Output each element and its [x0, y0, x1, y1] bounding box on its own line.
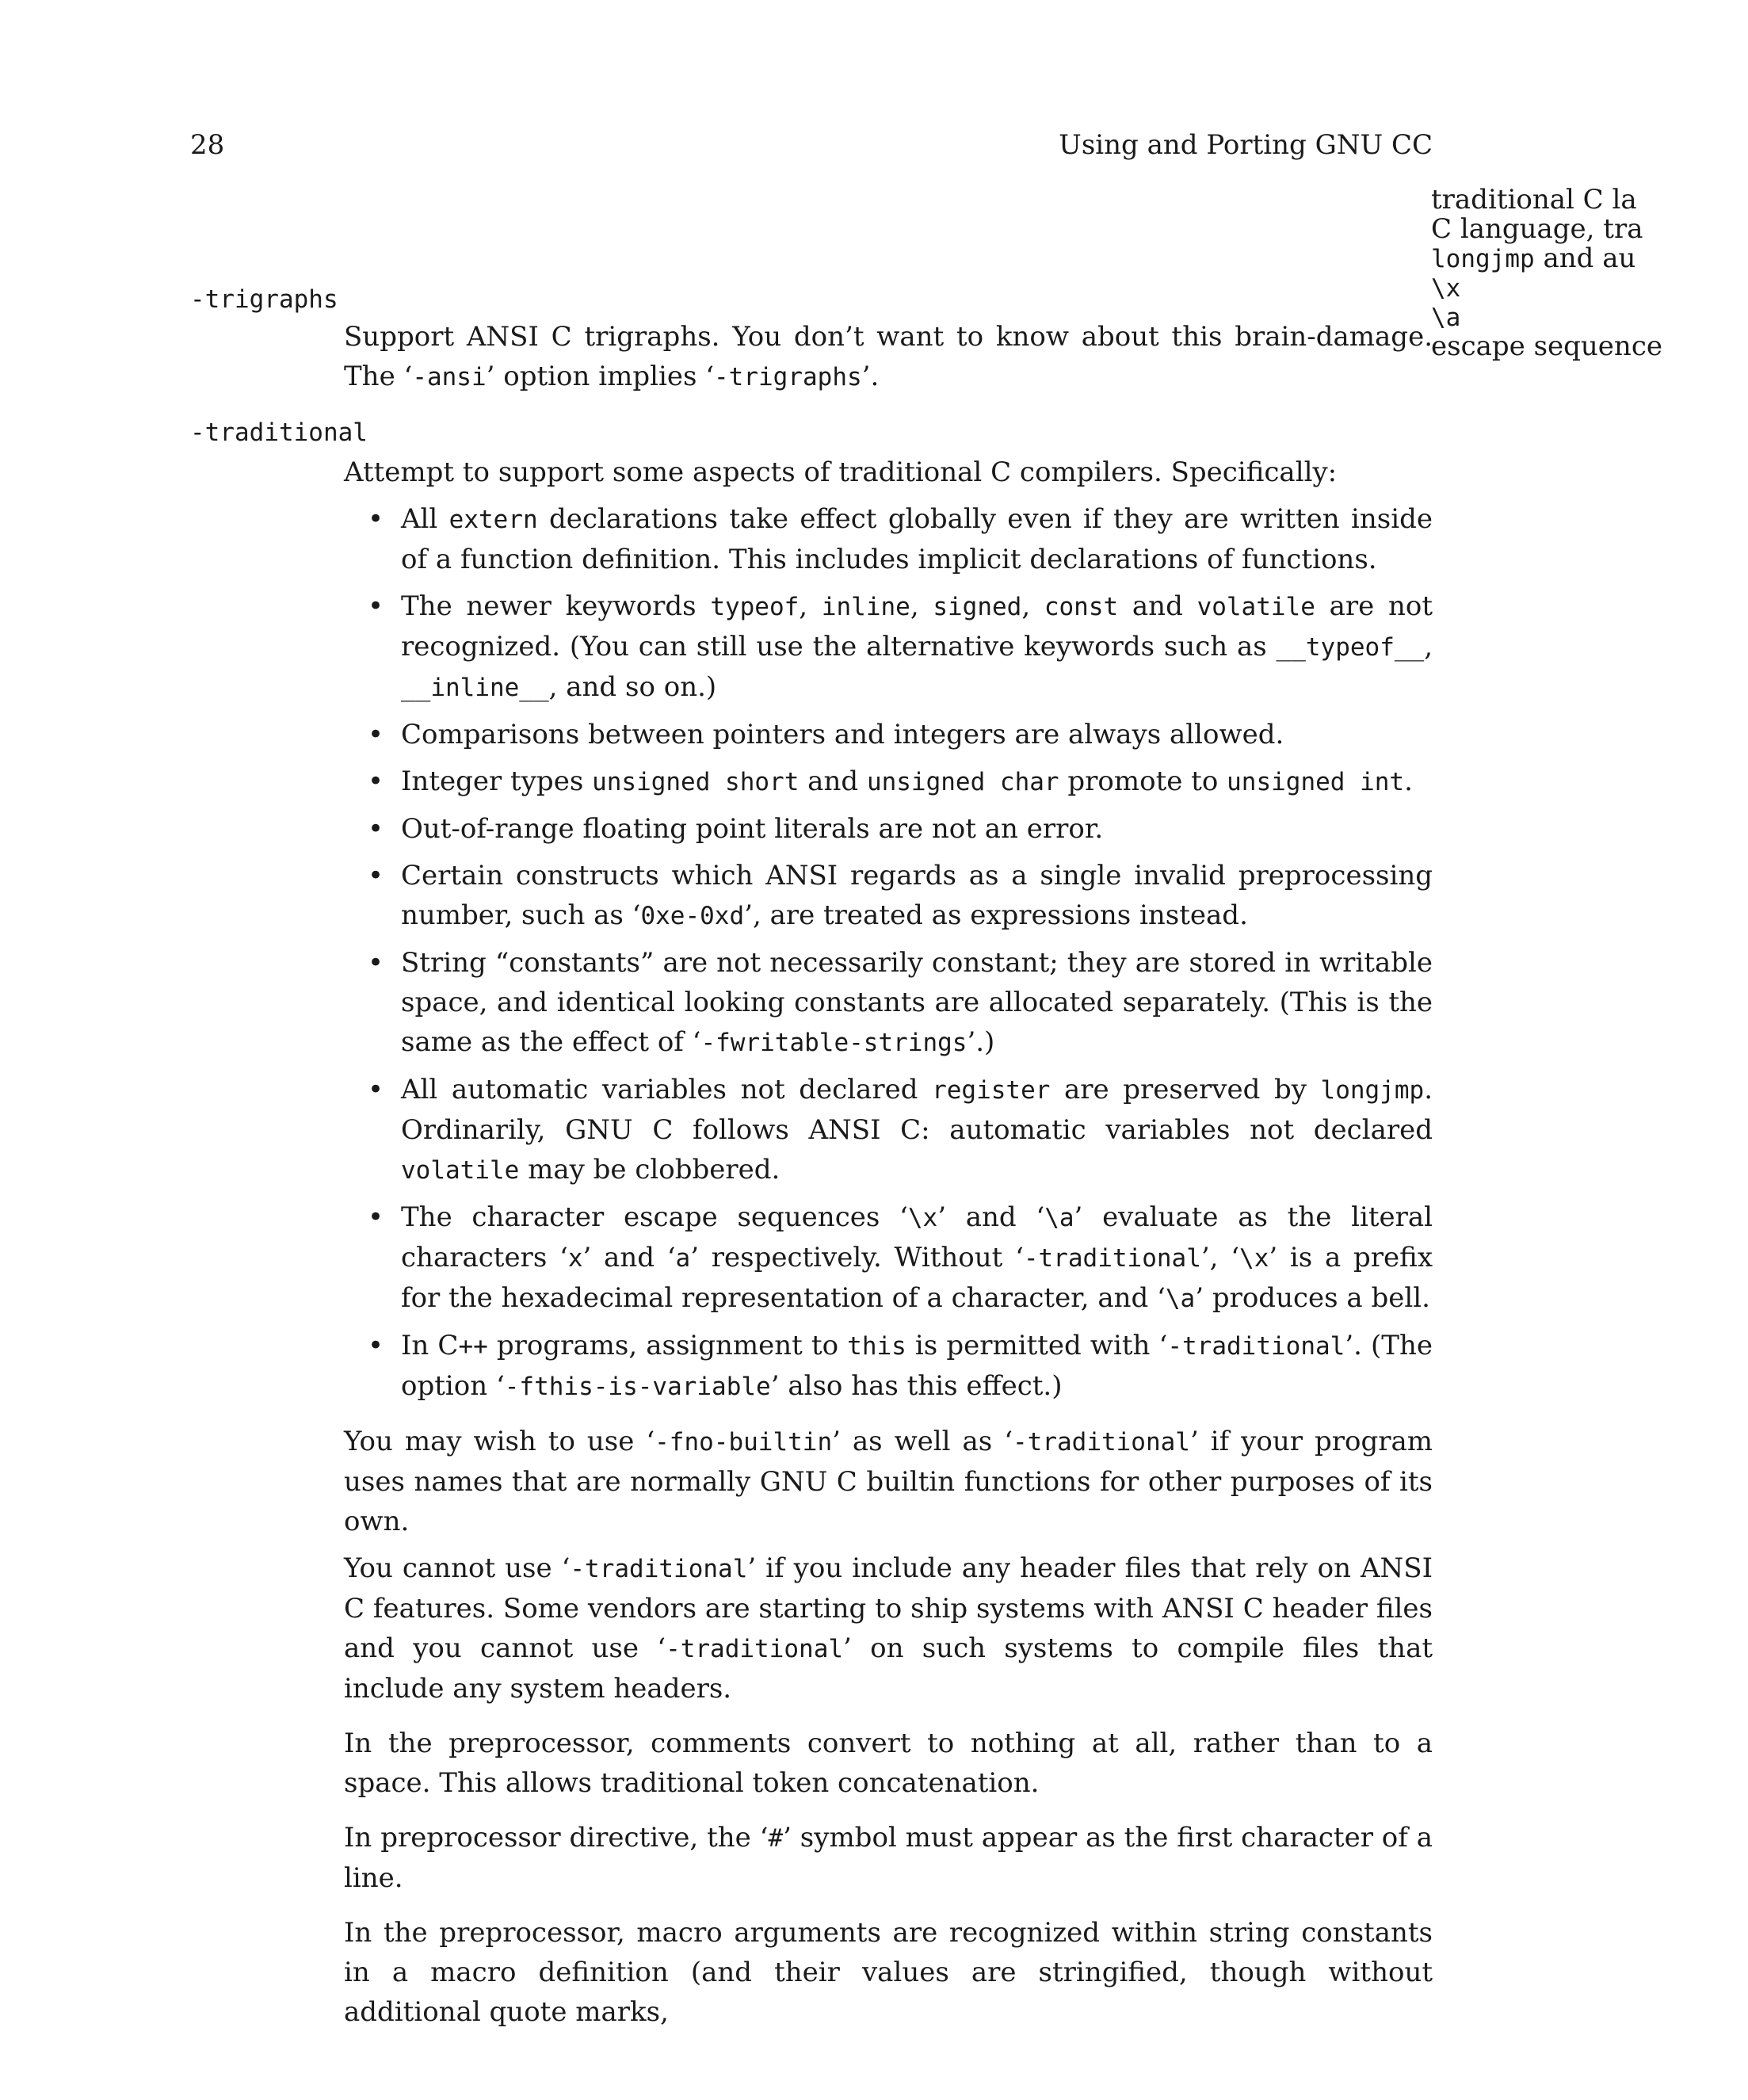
inline-code: \a — [1165, 1285, 1196, 1313]
inline-code: signed — [933, 593, 1022, 621]
list-item: • Integer types unsigned short and unsigned char promote to unsigned int. — [344, 762, 1433, 802]
page-number: 28 — [190, 129, 225, 161]
traditional-bullet-list — [344, 499, 1433, 1407]
inline-code: longjmp — [1320, 1076, 1425, 1105]
inline-code: -fwritable-strings — [700, 1029, 968, 1057]
inline-code: -traditional — [1167, 1332, 1345, 1361]
inline-code: -trigraphs — [714, 363, 862, 391]
list-item: • Comparisons between pointers and integers are always allowed. — [344, 715, 1433, 754]
inline-code: const — [1044, 593, 1119, 621]
margin-line — [1431, 273, 1748, 303]
inline-code: \x — [1431, 274, 1461, 303]
inline-code: a — [675, 1244, 691, 1273]
margin-line — [1431, 303, 1748, 332]
inline-code: -traditional — [1013, 1428, 1190, 1457]
body-paragraph: In preprocessor directive, the ‘#’ symbol must appear as the first character of a line. — [344, 1822, 1433, 1894]
running-title: Using and Porting GNU CC — [1059, 129, 1433, 161]
inline-code: \a — [1431, 304, 1461, 332]
inline-code: register — [932, 1076, 1051, 1105]
inline-code: volatile — [401, 1156, 520, 1185]
inline-code: -traditional — [666, 1635, 844, 1663]
margin-line: escape sequence — [1431, 330, 1662, 362]
list-item: • Out-of-range floating point literals are not an error. — [344, 809, 1433, 849]
body-paragraph: In the preprocessor, macro arguments are recognized within string constants in a macro definition (and their values are stringified, though without additional quote marks, — [344, 1917, 1433, 2028]
inline-code: longjmp — [1431, 245, 1535, 273]
inline-code: -traditional — [1023, 1244, 1201, 1273]
list-item: • All automatic variables not declared register are preserved by longjmp. Ordinarily, GNU C follows ANSI C: automatic variables not declared volatile may be clobbered. — [344, 1070, 1433, 1190]
inline-code: unsigned char — [866, 768, 1059, 796]
list-item: • The newer keywords typeof, inline, signed, const and volatile are not recognized. (You can still use the alternative keywords such as __typeof__, __inline__, and so on.) — [344, 586, 1433, 708]
inline-code: __inline__ — [401, 674, 549, 702]
inline-code: -traditional — [570, 1555, 748, 1583]
traditional-intro: Attempt to support some aspects of traditional C compilers. Specifically: — [344, 456, 1338, 488]
inline-code: x — [567, 1244, 583, 1273]
inline-code: \x — [907, 1204, 938, 1232]
inline-code: unsigned int — [1227, 768, 1405, 796]
margin-line: longjmp and au — [1431, 242, 1636, 274]
body-paragraph: You cannot use ‘-traditional’ if you include any header files that rely on ANSI C features. Some vendors are starting to ship systems with ANSI C header files and you cannot use ‘-traditional’ on such systems to compile files that include any system headers. — [344, 1552, 1433, 1705]
inline-code: ++ — [458, 1332, 488, 1361]
inline-code: volatile — [1197, 593, 1315, 621]
option-name-trigraphs: -trigraphs — [190, 285, 338, 314]
trigraphs-description: Support ANSI C trigraphs. You don’t want to know about this brain-damage. The ‘-ansi’ option implies ‘-trigraphs’. — [344, 321, 1433, 392]
inline-code: \a — [1044, 1204, 1074, 1232]
inline-code: inline — [821, 593, 910, 621]
inline-code: 0xe-0xd — [640, 902, 745, 930]
inline-code: \x — [1239, 1244, 1269, 1273]
list-item: • All extern declarations take effect globally even if they are written inside of a function definition. This includes implicit declarations of functions. — [344, 499, 1433, 579]
list-item: • String “constants” are not necessarily constant; they are stored in writable space, and identical looking constants are allocated separately. (This is the same as the effect of ‘-fwritable-strings’.) — [344, 943, 1433, 1063]
body-paragraph: You may wish to use ‘-fno-builtin’ as well as ‘-traditional’ if your program uses names that are normally GNU C builtin functions for other purposes of its own. — [344, 1426, 1433, 1537]
body-paragraph: In the preprocessor, comments convert to nothing at all, rather than to a space. This allows traditional token concatenation. — [344, 1728, 1433, 1799]
option-description-trigraphs — [344, 317, 1433, 397]
inline-code: this — [847, 1332, 906, 1361]
margin-text-fragment — [1431, 185, 1748, 361]
inline-code: __typeof__ — [1276, 633, 1425, 662]
list-item: • Certain constructs which ANSI regards as a single invalid preprocessing number, such as ‘0xe-0xd’, are treated as expressions instead. — [344, 856, 1433, 936]
margin-line: C language, tra — [1431, 213, 1643, 245]
option-description-traditional — [344, 452, 1433, 2032]
list-item: • In C++ programs, assignment to this is permitted with ‘-traditional’. (The option ‘-fthis-is-variable’ also has this effect.) — [344, 1326, 1433, 1407]
inline-code: -fno-builtin — [655, 1428, 833, 1457]
inline-code: extern — [448, 506, 538, 534]
margin-line: traditional C la — [1431, 184, 1637, 216]
inline-code: unsigned short — [592, 768, 800, 796]
inline-code: -fthis-is-variable — [504, 1373, 771, 1401]
list-item: • The character escape sequences ‘\x’ and ‘\a’ evaluate as the literal characters ‘x’ and ‘a’ respectively. Without ‘-traditional’, ‘\x’ is a prefix for the hexadecimal representation of a character, and ‘\a’ produces a bell. — [344, 1197, 1433, 1319]
inline-code: typeof — [710, 593, 800, 621]
inline-code: # — [768, 1824, 784, 1853]
option-name-traditional: -traditional — [190, 418, 368, 447]
inline-code: -ansi — [412, 363, 487, 391]
